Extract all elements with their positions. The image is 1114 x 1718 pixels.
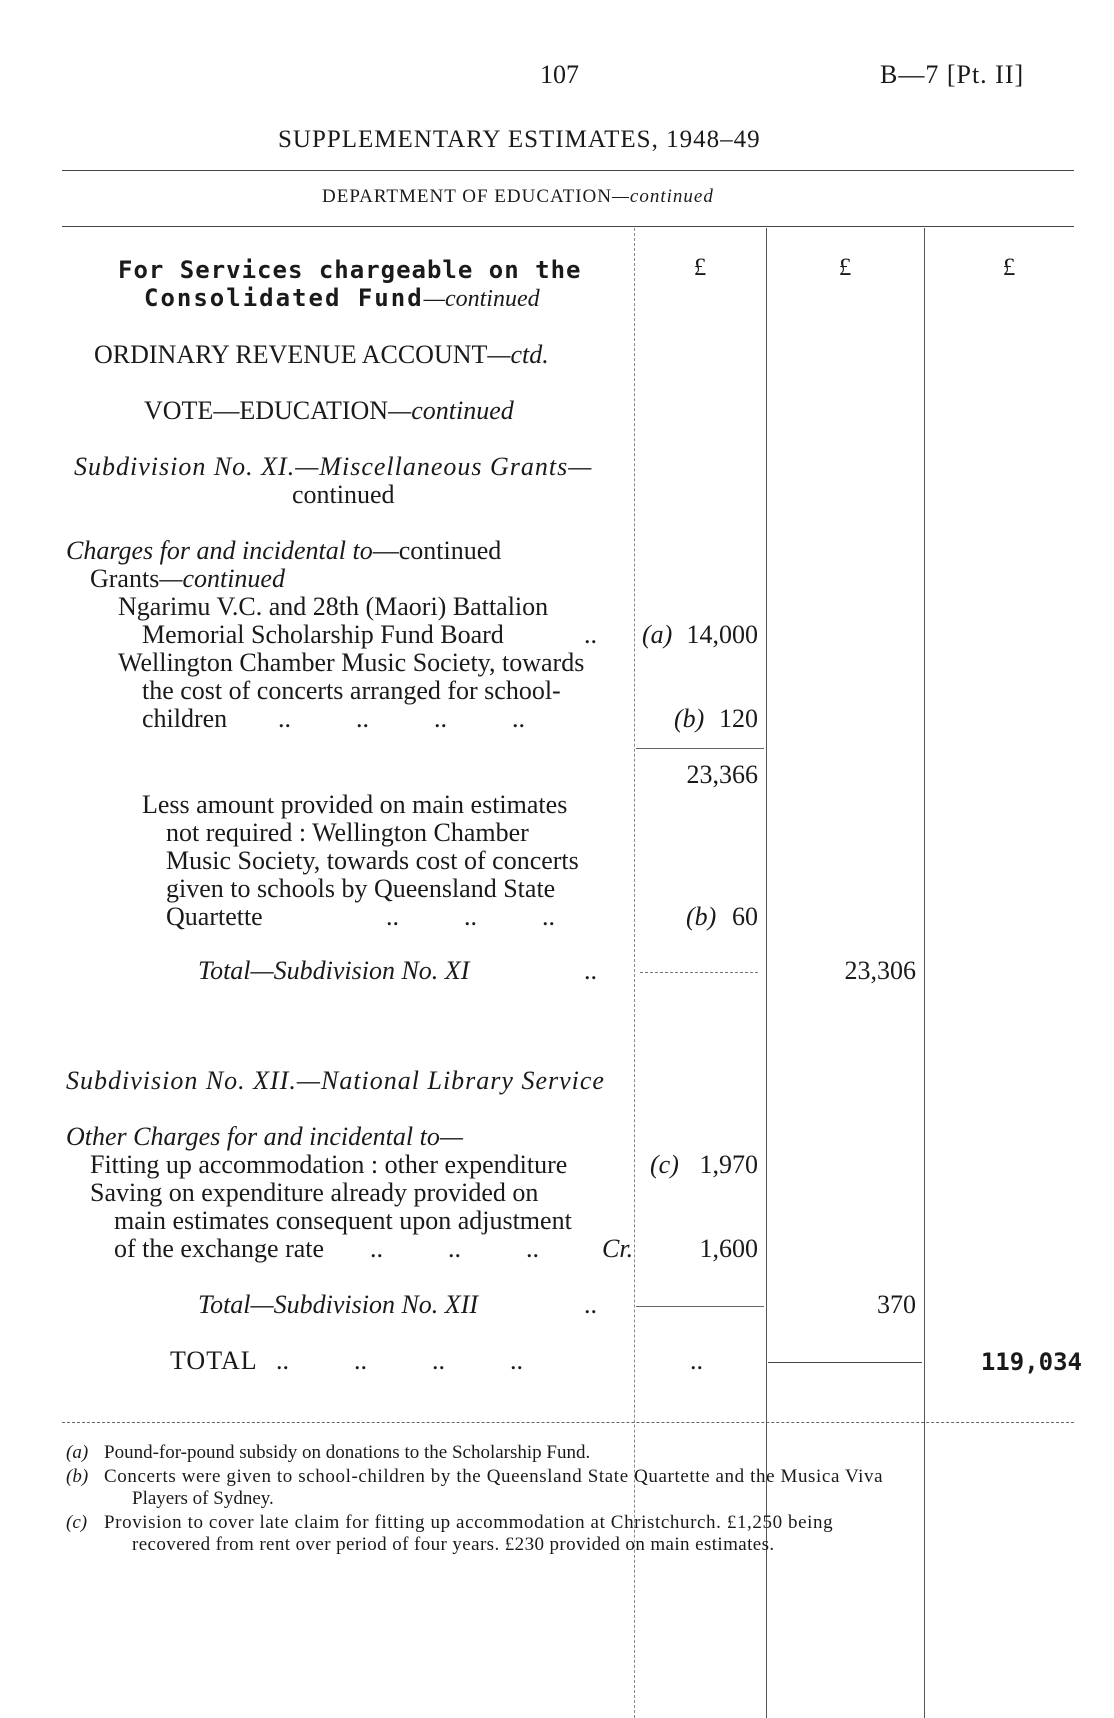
subtotal-rule bbox=[636, 748, 764, 749]
department-suffix: —continued bbox=[612, 186, 714, 207]
subdivision-11-total-amount: 23,306 bbox=[844, 956, 916, 985]
fund-name: Consolidated Fund bbox=[144, 284, 424, 312]
subdivision-12-title: Subdivision No. XII.—National Library Service bbox=[66, 1066, 605, 1095]
page-reference: B—7 [Pt. II] bbox=[880, 60, 1025, 89]
fitting-up-amount: 1,970 bbox=[699, 1150, 758, 1179]
grant-wellington-dots: .. .. .. .. bbox=[278, 704, 525, 733]
account-name: ORDINARY REVENUE ACCOUNT bbox=[94, 340, 488, 369]
less-note: (b) bbox=[686, 902, 717, 931]
subdivision-12-total-label: Total—Subdivision No. XII bbox=[198, 1290, 479, 1319]
department-name: DEPARTMENT OF EDUCATION bbox=[322, 186, 612, 207]
account-heading bbox=[94, 340, 549, 370]
less-line3: Music Society, towards cost of concerts bbox=[166, 846, 579, 875]
grant-ngarimu-line1: Ngarimu V.C. and 28th (Maori) Battalion bbox=[118, 592, 549, 621]
fitting-up-item: Fitting up accommodation : other expenditure bbox=[90, 1150, 568, 1179]
other-charges-heading: Other Charges for and incidental to— bbox=[66, 1122, 463, 1151]
grant-ngarimu-dots: .. bbox=[584, 620, 597, 649]
footnote-b-line2: Players of Sydney. bbox=[132, 1488, 274, 1509]
subdivision-11-title-cont: continued bbox=[292, 480, 395, 509]
fitting-up-note: (c) bbox=[650, 1150, 679, 1179]
grants-label: Grants bbox=[90, 564, 160, 593]
grant-wellington-line2: the cost of concerts arranged for school- bbox=[142, 676, 561, 705]
vote-name: VOTE—EDUCATION bbox=[144, 396, 389, 425]
footnote-c-mark: (c) bbox=[66, 1512, 88, 1533]
less-dots: .. .. .. bbox=[386, 902, 555, 931]
subdivision-12-total-amount: 370 bbox=[877, 1290, 916, 1319]
saving-dots: .. .. .. bbox=[370, 1234, 539, 1263]
vote-heading bbox=[144, 396, 514, 426]
saving-amount: 1,600 bbox=[699, 1234, 758, 1263]
department-heading bbox=[322, 186, 714, 208]
column-divider-2 bbox=[766, 228, 767, 1718]
grant-ngarimu-note: (a) bbox=[642, 620, 673, 649]
grand-total-rule bbox=[768, 1362, 922, 1363]
fund-suffix: —continued bbox=[423, 286, 540, 312]
subdivision-12-total-rule bbox=[636, 1306, 764, 1307]
column-header-3: £ bbox=[1002, 254, 1016, 281]
column-divider-1 bbox=[634, 228, 635, 1718]
less-line5: Quartette bbox=[166, 902, 263, 931]
table-top-rule bbox=[62, 226, 1074, 227]
footnote-a: Pound-for-pound subsidy on donations to the Scholarship Fund. bbox=[104, 1442, 591, 1463]
charges-heading bbox=[66, 536, 501, 566]
footnote-b-line1: Concerts were given to school-children by the Queensland State Quartette and the Musica Viva bbox=[104, 1466, 884, 1487]
subdivision-12-total-dots: .. bbox=[584, 1290, 597, 1319]
grant-ngarimu-line2: Memorial Scholarship Fund Board bbox=[142, 620, 504, 649]
services-heading-line1: For Services chargeable on the bbox=[118, 256, 582, 284]
footnote-a-mark: (a) bbox=[66, 1442, 89, 1463]
subdivision-11-total-dots: .. bbox=[584, 956, 597, 985]
grants-suffix: —continued bbox=[159, 564, 285, 593]
title-rule bbox=[62, 170, 1074, 171]
column-header-1: £ bbox=[693, 254, 707, 281]
column-divider-3 bbox=[924, 228, 925, 1718]
saving-line2: main estimates consequent upon adjustment bbox=[114, 1206, 572, 1235]
services-heading-line2 bbox=[144, 284, 540, 313]
subdivision-11-total-dash bbox=[640, 972, 758, 973]
saving-line3: of the exchange rate bbox=[114, 1234, 325, 1263]
grant-wellington-line1: Wellington Chamber Music Society, towards bbox=[118, 648, 585, 677]
footnote-b-mark: (b) bbox=[66, 1466, 89, 1487]
charges-cont: —continued bbox=[372, 536, 502, 565]
column-header-2: £ bbox=[838, 254, 852, 281]
saving-note: Cr. bbox=[602, 1234, 634, 1263]
less-line4: given to schools by Queensland State bbox=[166, 874, 556, 903]
grand-total-amount: 119,034 bbox=[980, 1348, 1082, 1376]
account-suffix: —ctd. bbox=[487, 340, 549, 369]
footnote-c-line1: Provision to cover late claim for fitting up accommodation at Christchurch. £1,250 being bbox=[104, 1512, 834, 1533]
grant-wellington-line3: children bbox=[142, 704, 228, 733]
grand-total-label: TOTAL bbox=[170, 1346, 258, 1375]
subdivision-11-title: Subdivision No. XI.—Miscellaneous Grants— bbox=[74, 452, 593, 481]
page-title: SUPPLEMENTARY ESTIMATES, 1948–49 bbox=[278, 126, 761, 153]
saving-line1: Saving on expenditure already provided on bbox=[90, 1178, 539, 1207]
grand-total-col1-dots: .. bbox=[690, 1346, 703, 1375]
grant-wellington-note: (b) bbox=[674, 704, 705, 733]
vote-suffix: —continued bbox=[388, 396, 514, 425]
table-bottom-rule bbox=[62, 1422, 1074, 1423]
grants-heading bbox=[90, 564, 285, 594]
grants-subtotal: 23,366 bbox=[686, 760, 758, 789]
grand-total-dots: .. .. .. .. bbox=[276, 1346, 523, 1375]
charges-label: Charges for and incidental to bbox=[66, 536, 373, 565]
less-line1: Less amount provided on main estimates bbox=[142, 790, 568, 819]
grant-ngarimu-amount: 14,000 bbox=[686, 620, 758, 649]
subdivision-11-total-label: Total—Subdivision No. XI bbox=[198, 956, 470, 985]
footnote-c-line2: recovered from rent over period of four years. £230 provided on main estimates. bbox=[132, 1534, 775, 1555]
grant-wellington-amount: 120 bbox=[719, 704, 758, 733]
less-amount: 60 bbox=[732, 902, 758, 931]
less-line2: not required : Wellington Chamber bbox=[166, 818, 529, 847]
page-number: 107 bbox=[540, 60, 579, 89]
